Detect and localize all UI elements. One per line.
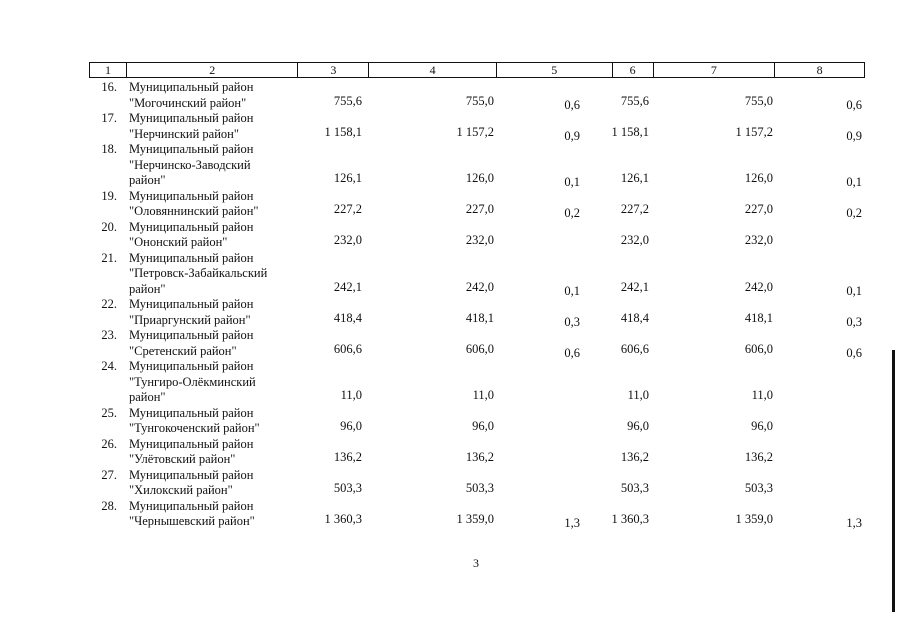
district-name-line: Муниципальный район: [129, 498, 254, 513]
value-col-4: 606,0: [465, 341, 494, 356]
value-col-8: 0,6: [846, 345, 862, 360]
district-name: [129, 189, 334, 220]
value-col-5: 0,3: [564, 314, 580, 329]
value-col-7: 1 359,0: [735, 512, 773, 526]
row-number: 27.: [101, 467, 117, 482]
value-col-3: 503,3: [333, 481, 362, 495]
district-name-line: Муниципальный район: [129, 250, 254, 265]
district-name-line: "Могочинский район": [129, 95, 247, 110]
district-name-line: "Приаргунский район": [129, 312, 251, 327]
row-number: 20.: [101, 219, 117, 234]
row-number: 18.: [101, 142, 117, 156]
table-row: [89, 437, 865, 468]
value-col-8: 0,1: [846, 175, 862, 189]
value-col-4: 503,3: [465, 481, 494, 495]
district-name: [129, 406, 334, 437]
table-row: [89, 359, 865, 406]
value-col-6: 503,3: [620, 481, 649, 495]
value-col-3: 755,6: [333, 93, 362, 108]
district-name-line: Муниципальный район: [129, 328, 254, 342]
value-col-4: 1 359,0: [456, 512, 494, 526]
district-name-line: Муниципальный район: [129, 219, 254, 234]
header-col-1: 1: [90, 63, 127, 77]
value-col-4: 96,0: [472, 419, 494, 433]
value-col-6: 227,2: [620, 202, 649, 216]
table-header: [89, 62, 865, 78]
value-col-4: 11,0: [472, 388, 494, 402]
value-col-7: 606,0: [744, 341, 773, 356]
district-name: [129, 80, 334, 111]
district-name-line: район": [129, 173, 166, 187]
header-col-8: 8: [816, 63, 823, 77]
district-name-line: "Нерчинско-Заводский: [129, 157, 251, 172]
value-col-3: 126,1: [333, 171, 362, 185]
value-col-5: 0,6: [564, 97, 580, 112]
value-col-6: 606,6: [620, 341, 649, 356]
value-col-7: 11,0: [751, 388, 773, 402]
district-name-line: Муниципальный район: [129, 467, 254, 482]
value-col-4: 1 157,2: [456, 124, 494, 139]
table-row: [89, 328, 865, 359]
value-col-5: 0,2: [564, 206, 580, 220]
value-col-7: 126,0: [744, 171, 773, 185]
value-col-7: 227,0: [744, 202, 773, 216]
value-col-6: 1 158,1: [611, 124, 649, 139]
district-name: [129, 251, 334, 298]
value-col-8: 0,1: [846, 283, 862, 298]
value-col-4: 418,1: [465, 310, 494, 325]
district-name: [129, 142, 334, 189]
value-col-8: 0,9: [846, 128, 862, 143]
value-col-4: 232,0: [465, 233, 494, 247]
district-name-line: "Оловяннинский район": [129, 204, 259, 218]
district-name-line: район": [129, 281, 166, 296]
header-col-6: 6: [613, 63, 654, 77]
district-name-line: "Тунгокоченский район": [129, 421, 260, 435]
page-number: 3: [473, 556, 479, 570]
value-col-6: 96,0: [627, 419, 649, 433]
value-col-5: 0,1: [564, 283, 580, 298]
value-col-8: 1,3: [846, 516, 862, 530]
row-number: 16.: [101, 80, 117, 94]
row-number: 21.: [101, 250, 117, 265]
district-name-line: Муниципальный район: [129, 188, 254, 203]
value-col-3: 136,2: [333, 450, 362, 464]
value-col-4: 242,0: [465, 279, 494, 294]
value-col-8: 0,6: [846, 97, 862, 112]
value-col-3: 11,0: [340, 388, 362, 402]
value-col-7: 232,0: [744, 233, 773, 247]
value-col-8: 0,3: [846, 314, 862, 329]
row-number: 24.: [101, 359, 117, 373]
table-row: [89, 251, 865, 298]
district-name-line: Муниципальный район: [129, 80, 254, 94]
value-col-5: 0,1: [564, 175, 580, 189]
value-col-5: 1,3: [564, 516, 580, 530]
table-body: [89, 80, 865, 530]
district-name-line: "Нерчинский район": [129, 126, 239, 141]
header-col-4: 4: [369, 63, 497, 77]
header-col-7: 7: [654, 63, 776, 77]
header-col-3: 3: [298, 63, 369, 77]
district-name-line: Муниципальный район: [129, 436, 254, 451]
row-number: 19.: [101, 188, 117, 203]
value-col-3: 418,4: [333, 310, 362, 325]
table-row: [89, 468, 865, 499]
value-col-6: 232,0: [620, 233, 649, 247]
district-name: [129, 437, 334, 468]
value-col-3: 1 360,3: [324, 512, 362, 526]
value-col-8: 0,2: [846, 206, 862, 220]
value-col-3: 227,2: [333, 202, 362, 216]
row-number: 25.: [101, 405, 117, 420]
district-name-line: "Петровск-Забайкальский: [129, 266, 268, 280]
district-name-line: "Улётовский район": [129, 452, 236, 466]
table-row: [89, 80, 865, 111]
district-name-line: Муниципальный район: [129, 142, 254, 156]
district-name-line: Муниципальный район: [129, 359, 254, 373]
district-name-line: Муниципальный район: [129, 111, 254, 125]
value-col-6: 242,1: [620, 279, 649, 294]
value-col-7: 503,3: [744, 481, 773, 495]
table-row: [89, 189, 865, 220]
district-name-line: "Ононский район": [129, 235, 228, 249]
district-name-line: район": [129, 390, 166, 404]
district-name-line: "Тунгиро-Олёкминский: [129, 374, 256, 389]
value-col-7: 96,0: [751, 419, 773, 433]
value-col-7: 242,0: [744, 279, 773, 294]
row-number: 28.: [101, 498, 117, 513]
district-name: [129, 499, 334, 530]
district-name-line: Муниципальный район: [129, 297, 254, 311]
header-col-5: 5: [497, 63, 613, 77]
value-col-7: 755,0: [744, 93, 773, 108]
value-col-4: 136,2: [465, 450, 494, 464]
scan-edge-mark: [892, 350, 895, 612]
value-col-4: 227,0: [465, 202, 494, 216]
district-name-line: Муниципальный район: [129, 405, 254, 420]
table-row: [89, 406, 865, 437]
row-number: 17.: [101, 111, 117, 125]
row-number: 26.: [101, 436, 117, 451]
district-name: [129, 359, 334, 406]
row-number: 22.: [101, 297, 117, 311]
table-row: [89, 297, 865, 328]
district-name: [129, 468, 334, 499]
value-col-6: 11,0: [627, 388, 649, 402]
value-col-7: 1 157,2: [735, 124, 773, 139]
value-col-4: 755,0: [465, 93, 494, 108]
value-col-3: 606,6: [333, 341, 362, 356]
table-row: [89, 111, 865, 142]
value-col-6: 755,6: [620, 93, 649, 108]
table-row: [89, 142, 865, 189]
row-number: 23.: [101, 328, 117, 342]
district-name: [129, 297, 334, 328]
value-col-3: 1 158,1: [324, 124, 362, 139]
value-col-6: 418,4: [620, 310, 649, 325]
value-col-3: 242,1: [333, 279, 362, 294]
value-col-7: 418,1: [744, 310, 773, 325]
value-col-3: 96,0: [340, 419, 362, 433]
district-name-line: "Сретенский район": [129, 343, 237, 358]
district-name-line: "Хилокский район": [129, 483, 233, 497]
table-row: [89, 220, 865, 251]
value-col-4: 126,0: [465, 171, 494, 185]
value-col-6: 1 360,3: [611, 512, 649, 526]
district-name: [129, 111, 334, 142]
value-col-5: 0,6: [564, 345, 580, 360]
header-col-2: 2: [127, 63, 299, 77]
value-col-6: 126,1: [620, 171, 649, 185]
district-name-line: "Чернышевский район": [129, 514, 255, 528]
value-col-6: 136,2: [620, 450, 649, 464]
value-col-7: 136,2: [744, 450, 773, 464]
district-name: [129, 220, 334, 251]
value-col-3: 232,0: [333, 233, 362, 247]
district-name: [129, 328, 334, 359]
value-col-5: 0,9: [564, 128, 580, 143]
table-row: [89, 499, 865, 530]
